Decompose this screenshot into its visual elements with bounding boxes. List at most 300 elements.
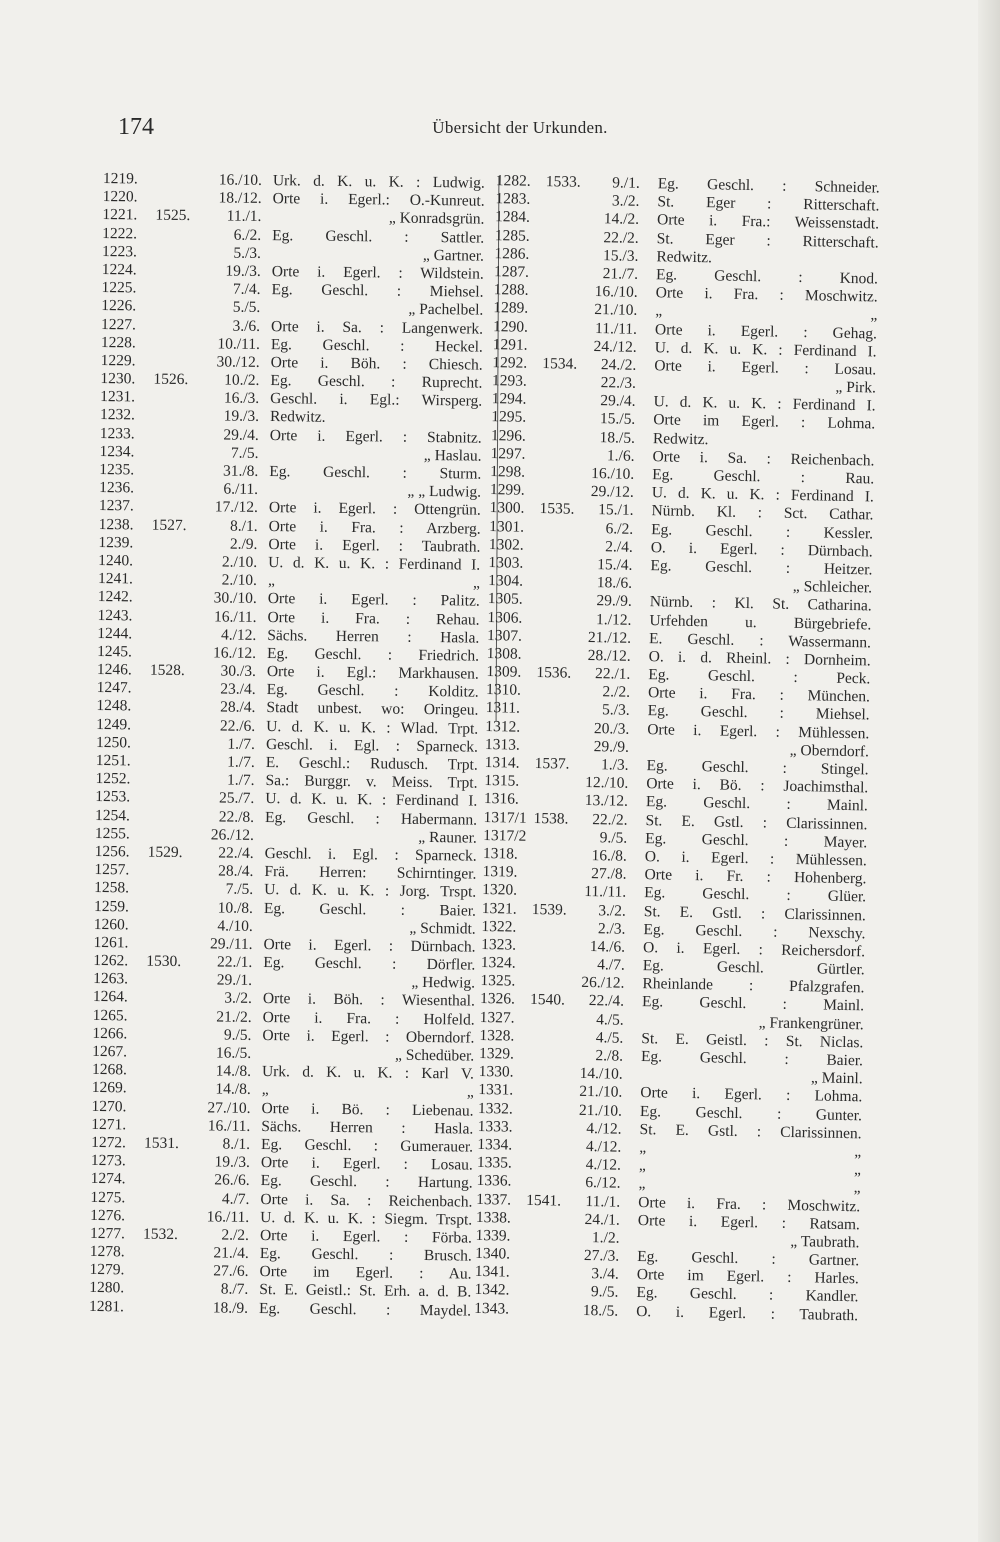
record-description: St. E. Gstl. : Clarissinnen. [639, 1120, 862, 1143]
record-description: Orte i. Egl.: Markhausen. [266, 663, 479, 683]
record-description: Nürnb. : Kl. St. Catharina. [649, 593, 872, 615]
record-date: 22./4. [218, 844, 254, 862]
record-description: St. E. Gstl. : Clarissinnen. [645, 811, 868, 833]
record-number: 1254. [95, 806, 131, 824]
record-description: „ Pirk. [835, 378, 877, 397]
record-date: 4./12. [220, 626, 257, 644]
record-description: „ Pachelbel. [408, 301, 484, 319]
record-number: 1251. [95, 751, 131, 770]
record-description: St. Eger : Ritterschaft. [656, 229, 879, 252]
record-date: 3./2. [598, 901, 627, 920]
record-number: 1250. [95, 733, 131, 752]
record-date: 28./12. [587, 646, 631, 665]
record-description: Orte i. Egerl. : Stabnitz. [269, 426, 482, 447]
record-number: 1241. [97, 570, 133, 588]
record-description: Eg. Geschl. : Knod. [655, 266, 879, 288]
record-description: „ Frankengrüner. [758, 1013, 864, 1033]
record-date: 26./12. [581, 974, 625, 992]
record-number: 1317/1 [483, 808, 527, 827]
record-date: 14./10. [579, 1065, 623, 1083]
record-number: 1268. [91, 1061, 127, 1079]
record-date: 4./5. [595, 1029, 624, 1047]
record-date: 19./3. [225, 262, 261, 280]
record-date: 11./1. [226, 207, 262, 226]
left-column [89, 170, 495, 1321]
record-description: Orte i. Egerl. : Gehag. [654, 320, 878, 342]
record-description: Orte i. Fra.: Weissenstadt. [656, 211, 880, 233]
record-year: 1537. [534, 754, 570, 773]
record-description: O. i. Egerl. : Dürnbach. [650, 538, 873, 561]
record-number: 1219. [102, 170, 138, 188]
record-number: 1285. [494, 226, 530, 245]
record-description: Orte i. Fra. : Moschwitz. [638, 1193, 861, 1215]
record-number: 1336. [476, 1172, 512, 1190]
record-number: 1322. [481, 917, 517, 936]
record-date: 14./6. [589, 937, 626, 956]
record-description: Eg. Geschl. : Sattler. [272, 226, 485, 247]
record-number: 1342. [474, 1281, 510, 1300]
record-date: 4./12. [585, 1156, 622, 1174]
record-description: „ Gartner. [422, 246, 485, 265]
record-date: 18./6. [596, 574, 633, 592]
record-date: 29./4. [223, 426, 259, 444]
record-number: 1284. [494, 208, 531, 227]
record-date: 16./5. [215, 1044, 252, 1062]
record-description: Redwitz. [656, 247, 713, 267]
record-number: 1289. [493, 299, 529, 318]
record-description: Eg. Geschl. : Nexschy. [643, 920, 866, 943]
record-date: 6./2. [605, 519, 634, 538]
record-number: 1331. [478, 1081, 514, 1099]
record-number: 1324. [480, 954, 516, 972]
record-description: Orte im Egerl. : Lohma. [653, 411, 876, 433]
record-description: „ Schedüber. [394, 1046, 475, 1065]
record-description: „ „ [639, 1138, 862, 1161]
record-number: 1245. [97, 642, 133, 661]
record-description: Eg. Geschl. : Kessler. [651, 520, 874, 542]
record-number: 1340. [475, 1244, 511, 1263]
record-date: 16./10. [591, 464, 635, 483]
record-description: Orte i. Sa. : Reichenbach. [260, 1190, 473, 1211]
record-number: 1317/2 [483, 826, 527, 845]
record-description: Eg. Geschl. : Gunter. [639, 1102, 863, 1124]
record-description: Frä. Herren: Schirntinger. [264, 863, 477, 883]
record-number: 1274. [90, 1170, 126, 1188]
record-number: 1222. [102, 224, 138, 242]
record-date: 5./5. [232, 298, 261, 317]
record-description: Urk. d. K. u. K. : Ludwig. [272, 172, 485, 192]
record-description: U. d. K. u. K. : Ferdinand I. [651, 484, 874, 506]
record-year: 1539. [531, 900, 567, 919]
record-date: 29./11. [209, 935, 253, 953]
record-year: 1529. [147, 843, 183, 861]
record-year: 1527. [151, 516, 187, 534]
record-description: Orte i. Fra. : München. [647, 684, 871, 706]
record-number: 1269. [91, 1079, 127, 1097]
record-description: Orte i. Fra. : Rehau. [267, 608, 480, 629]
record-number: 1325. [480, 972, 516, 990]
record-number: 1237. [98, 497, 134, 515]
record-description: Orte i. Egerl. : Oberndorf. [262, 1026, 475, 1047]
record-number: 1307. [486, 626, 523, 645]
record-number: 1260. [93, 915, 129, 934]
record-number: 1313. [484, 735, 521, 754]
record-date: 8./7. [220, 1280, 249, 1299]
record-number: 1312. [485, 717, 521, 736]
record-date: 4./10. [217, 917, 253, 935]
record-year: 1534. [542, 354, 578, 373]
record-number: 1300. [489, 499, 525, 518]
record-description: „ Taubrath. [790, 1232, 860, 1252]
record-description: Geschl. i. Egl. : Sparneck. [265, 735, 479, 756]
record-description: U. d. K. u. K. : Ferdinand I. [268, 553, 481, 574]
record-date: 14./8. [215, 1080, 251, 1099]
record-number: 1267. [92, 1042, 128, 1061]
record-number: 1306. [487, 608, 523, 627]
record-description: Eg. Geschl. : Heitzer. [650, 557, 873, 579]
record-description: Eg. Geschl. : Friedrich. [267, 644, 480, 665]
record-description: O. i. Egerl. : Reichersdorf. [642, 938, 866, 961]
record-number: 1259. [93, 897, 129, 915]
record-date: 9./1. [612, 174, 640, 192]
record-date: 16./11. [213, 607, 257, 626]
record-description: „ „ [655, 302, 878, 324]
record-number: 1286. [494, 244, 530, 263]
record-date: 18./5. [599, 428, 636, 447]
table-row [89, 1298, 481, 1321]
record-number: 1296. [490, 426, 526, 445]
record-description: Geschl. i. Egl. : Sparneck. [264, 844, 477, 865]
record-year: 1531. [144, 1134, 180, 1152]
record-year: 1538. [533, 809, 569, 828]
record-description: Eg. Geschl. : Schneider. [657, 175, 880, 197]
record-date: 10./8. [217, 898, 254, 917]
record-number: 1309. [486, 663, 522, 681]
record-description: Orte i. Egerl. : Losau. [260, 1154, 473, 1174]
record-date: 14./2. [603, 210, 640, 229]
record-number: 1227. [101, 315, 137, 333]
record-date: 16./10. [218, 171, 262, 189]
record-date: 2./3. [597, 919, 626, 938]
record-description: Orte i. Sa. : Reichenbach. [652, 447, 875, 470]
record-number: 1304. [487, 572, 524, 590]
record-number: 1279. [89, 1261, 125, 1279]
record-date: 6./11. [223, 480, 259, 499]
record-date: 22./2. [603, 228, 639, 247]
record-description: Orte i. Egerl. : Förba. [259, 1226, 473, 1247]
record-number: 1321. [481, 899, 517, 918]
record-date: 2./8. [595, 1047, 624, 1065]
record-number: 1252. [95, 770, 131, 788]
record-description: „ Oberndorf. [789, 741, 870, 761]
record-number: 1329. [478, 1044, 515, 1063]
record-number: 1275. [90, 1188, 126, 1206]
record-number: 1295. [491, 408, 527, 427]
record-date: 22./4. [588, 992, 625, 1011]
record-number: 1257. [94, 861, 130, 879]
record-number: 1220. [102, 188, 138, 206]
record-date: 15./1. [598, 501, 634, 520]
record-number: 1234. [99, 442, 135, 461]
record-number: 1338. [475, 1208, 511, 1227]
record-description: „ Hedwig. [411, 974, 476, 992]
record-description: Sächs. Herren : Hasla. [261, 1117, 474, 1138]
record-date: 21./10. [594, 301, 638, 320]
record-number: 1230. [100, 370, 136, 388]
record-number: 1334. [477, 1135, 513, 1154]
record-number: 1238. [98, 515, 134, 533]
record-description: Eg. Geschl. : Heckel. [270, 335, 483, 356]
record-date: 2./2. [602, 683, 631, 702]
record-description: Geschl. i. Egl.: Wirsperg. [270, 390, 483, 410]
record-number: 1290. [492, 317, 529, 336]
record-number: 1271. [91, 1115, 127, 1134]
record-description: St. E. Gstl. : Clarissinnen. [643, 902, 866, 924]
record-date: 24./1. [584, 1210, 621, 1229]
record-number: 1335. [476, 1154, 513, 1172]
record-description: Eg. Geschl. Gürtler. [642, 957, 865, 979]
record-date: 27./8. [591, 865, 627, 883]
record-description: Orte im Egerl. : Au. [259, 1263, 472, 1283]
record-description: Orte i. Egerl. : Mühlessen. [647, 720, 870, 743]
record-number: 1221. [102, 206, 138, 224]
record-description: Orte i. Fra. : Arzberg. [268, 517, 481, 538]
record-description: Orte i. Egerl. : Taubrath. [268, 535, 481, 556]
record-description: U. d. K. u. K. : Wlad. Trpt. [266, 717, 479, 738]
record-number: 1301. [489, 517, 525, 536]
record-date: 21./10. [578, 1101, 623, 1120]
record-number: 1323. [481, 935, 517, 954]
record-description: „ Schleicher. [792, 578, 873, 597]
record-number: 1248. [96, 697, 132, 715]
record-date: 19./3. [223, 407, 260, 426]
record-number: 1270. [91, 1097, 127, 1115]
record-description: Rheinlande : Pfalzgrafen. [642, 975, 865, 997]
record-description: Eg. Geschl. : Ruprecht. [270, 372, 483, 392]
record-number: 1294. [491, 390, 527, 408]
record-description: „ Mainl. [810, 1069, 863, 1088]
record-description: „ „ [261, 1081, 474, 1101]
page-edge [978, 0, 1000, 1542]
record-date: 8./1. [229, 517, 258, 535]
record-number: 1291. [492, 335, 528, 354]
record-date: 6./12. [585, 1174, 621, 1193]
record-description: Orte i. Egerl. : Ottengrün. [268, 499, 481, 520]
record-date: 15./4. [597, 556, 633, 574]
record-number: 1282. [495, 172, 531, 190]
record-number: 1292. [492, 353, 528, 372]
record-number: 1235. [99, 460, 135, 479]
record-date: 2./10. [221, 571, 258, 590]
record-description: O. i. Egerl. : Mühlessen. [644, 848, 868, 870]
record-date: 2./10. [221, 553, 258, 571]
record-date: 21./2. [216, 1008, 252, 1026]
record-description: Eg. Geschl. : Stingel. [646, 757, 869, 779]
record-number: 1265. [92, 1006, 128, 1024]
record-date: 11./11. [584, 883, 627, 902]
record-description: U. d. K. u. K. : Ferdinand I. [653, 393, 876, 415]
record-number: 1255. [94, 824, 130, 843]
record-date: 20./3. [593, 719, 630, 738]
record-date: 15./3. [602, 246, 639, 265]
record-date: 16./10. [594, 283, 638, 301]
record-number: 1303. [488, 553, 524, 572]
record-date: 27./10. [207, 1098, 251, 1117]
record-date: 25./7. [218, 789, 255, 808]
record-description: Eg. Geschl. : Mayer. [645, 829, 868, 852]
record-number: 1229. [100, 351, 136, 370]
record-date: 16./11. [207, 1117, 251, 1135]
record-year: 1525. [155, 207, 191, 225]
record-description: Orte i. Bö. : Liebenau. [261, 1099, 474, 1120]
record-description: U. d. K. u. K. : Ferdinand I. [265, 790, 478, 810]
record-description: Redwitz. [652, 429, 709, 448]
record-date: 9./5. [599, 828, 628, 847]
record-date: 4./7. [597, 956, 625, 974]
record-date: 5./3. [233, 244, 262, 262]
record-description: E. Geschl.: Rudusch. Trpt. [265, 754, 478, 774]
record-date: 1./3. [600, 756, 629, 774]
right-column [468, 172, 890, 1325]
record-number: 1302. [488, 535, 524, 554]
record-description: Eg. Geschl. : Gumerauer. [261, 1135, 474, 1156]
record-number: 1272. [91, 1133, 127, 1152]
record-date: 21./10. [579, 1083, 623, 1102]
record-description: Stadt unbest. wo: Oringeu. [266, 699, 479, 720]
record-number: 1283. [495, 190, 531, 208]
record-description: Eg. Geschl. : Rau. [652, 466, 875, 488]
record-date: 9./5. [223, 1026, 252, 1044]
record-number: 1262. [93, 952, 129, 970]
record-description: „ „ [638, 1157, 862, 1179]
record-date: 22./8. [218, 808, 255, 826]
record-date: 7./5. [230, 444, 259, 462]
record-date: 31./8. [222, 462, 259, 480]
record-date: 29./12. [590, 483, 635, 502]
record-number: 1280. [89, 1279, 125, 1297]
record-description: Sächs. Herren : Hasla. [267, 626, 480, 647]
record-description: O. i. d. Rheinl. : Dornheim. [648, 648, 871, 670]
record-date: 23./4. [220, 680, 256, 699]
record-number: 1266. [92, 1024, 128, 1043]
record-description: Orte i. Fra. : Holfeld. [262, 1008, 475, 1029]
record-description: „ Konradsgrün. [388, 209, 485, 229]
record-description: Orte im Egerl. : Harles. [636, 1266, 859, 1288]
record-number: 1297. [490, 444, 526, 463]
record-date: 17./12. [214, 498, 258, 517]
record-number: 1263. [93, 970, 129, 988]
record-date: 22./1. [216, 953, 253, 971]
record-description: Eg. Geschl. : Baier. [263, 899, 477, 920]
record-number: 1236. [99, 479, 135, 497]
record-date: 7./4. [232, 280, 261, 299]
record-number: 1311. [485, 699, 521, 718]
record-number: 1232. [99, 406, 135, 424]
record-description: Orte i. Bö. : Joachimsthal. [646, 775, 869, 797]
record-date: 11./11. [594, 319, 638, 338]
record-number: 1326. [479, 990, 516, 1009]
record-number: 1273. [90, 1152, 126, 1170]
record-date: 18./9. [212, 1299, 249, 1317]
record-date: 9./5. [590, 1283, 619, 1302]
record-description: Sa.: Burggr. v. Meiss. Trpt. [265, 772, 478, 792]
record-description: Eg. Geschl. : Sturm. [269, 463, 482, 483]
record-date: 12./10. [585, 774, 629, 792]
record-number: 1249. [96, 715, 132, 734]
record-date: 22./3. [600, 374, 637, 392]
record-number: 1298. [490, 463, 526, 481]
record-description: „ Haslau. [423, 446, 482, 465]
record-description: Orte i. Egerl. : Losau. [654, 357, 877, 379]
record-description: Eg. Geschl. : Miehsel. [647, 702, 870, 724]
record-description: Urk. d. K. u. K. : Karl V. [261, 1063, 475, 1083]
record-date: 30./10. [213, 589, 257, 608]
record-date: 3./4. [591, 1265, 620, 1283]
record-description: Eg. Geschl. : Habermann. [265, 808, 478, 829]
record-date: 3./2. [224, 989, 252, 1008]
record-date: 28./4. [218, 862, 254, 881]
record-number: 1320. [482, 881, 518, 899]
record-date: 30./3. [220, 662, 256, 680]
record-year: 1528. [149, 661, 185, 680]
record-date: 18./5. [582, 1301, 619, 1320]
record-description: Orte i. Egerl. : Palitz. [267, 590, 480, 610]
record-number: 1316. [483, 790, 519, 809]
record-description: Redwitz. [269, 408, 326, 427]
record-date: 30./12. [216, 353, 260, 371]
record-number: 1239. [98, 533, 134, 552]
record-description: „ „ [267, 572, 481, 592]
record-number: 1261. [93, 933, 129, 952]
record-description: Eg. Geschl. : Kolditz. [266, 681, 479, 701]
record-description: St. Eger : Ritterschaft. [657, 193, 880, 215]
record-date: 7./5. [225, 880, 254, 899]
record-description: Eg. Geschl. : Miehsel. [271, 281, 484, 301]
record-date: 3./6. [232, 317, 261, 335]
record-date: 13./12. [584, 792, 629, 811]
record-date: 10./2. [224, 371, 260, 389]
record-description: St. E. Geistl. : St. Niclas. [641, 1029, 864, 1052]
record-number: 1328. [479, 1026, 515, 1045]
page-number: 174 [118, 114, 154, 140]
record-date: 24./12. [593, 337, 637, 356]
record-description: O. i. Egerl. : Taubrath. [635, 1302, 859, 1324]
record-number: 1281. [89, 1297, 125, 1315]
record-number: 1305. [487, 590, 523, 609]
record-date: 29./1. [216, 971, 253, 990]
record-date: 19./3. [214, 1153, 250, 1171]
record-date: 5./3. [601, 701, 630, 720]
record-date: 14./8. [215, 1062, 252, 1081]
record-description: „ „ Ludwig. [407, 482, 482, 501]
record-year: 1536. [536, 664, 572, 682]
record-date: 4./12. [586, 1119, 622, 1138]
record-date: 29./4. [600, 392, 636, 411]
record-description: Orte i. Böh. : Chiesch. [270, 353, 483, 374]
record-date: 22./6. [219, 717, 256, 735]
record-date: 21./12. [587, 628, 632, 647]
record-year: 1541. [526, 1191, 562, 1210]
record-description: Eg. Geschl. : Baier. [640, 1048, 864, 1070]
record-number: 1225. [101, 279, 137, 297]
record-date: 15./5. [599, 410, 636, 429]
record-number: 1233. [99, 424, 135, 443]
record-number: 1339. [475, 1226, 511, 1245]
record-number: 1231. [100, 388, 136, 406]
record-number: 1318. [482, 844, 518, 863]
record-year: 1532. [142, 1225, 178, 1243]
record-description: Eg. Geschl. : Kandler. [636, 1284, 859, 1306]
